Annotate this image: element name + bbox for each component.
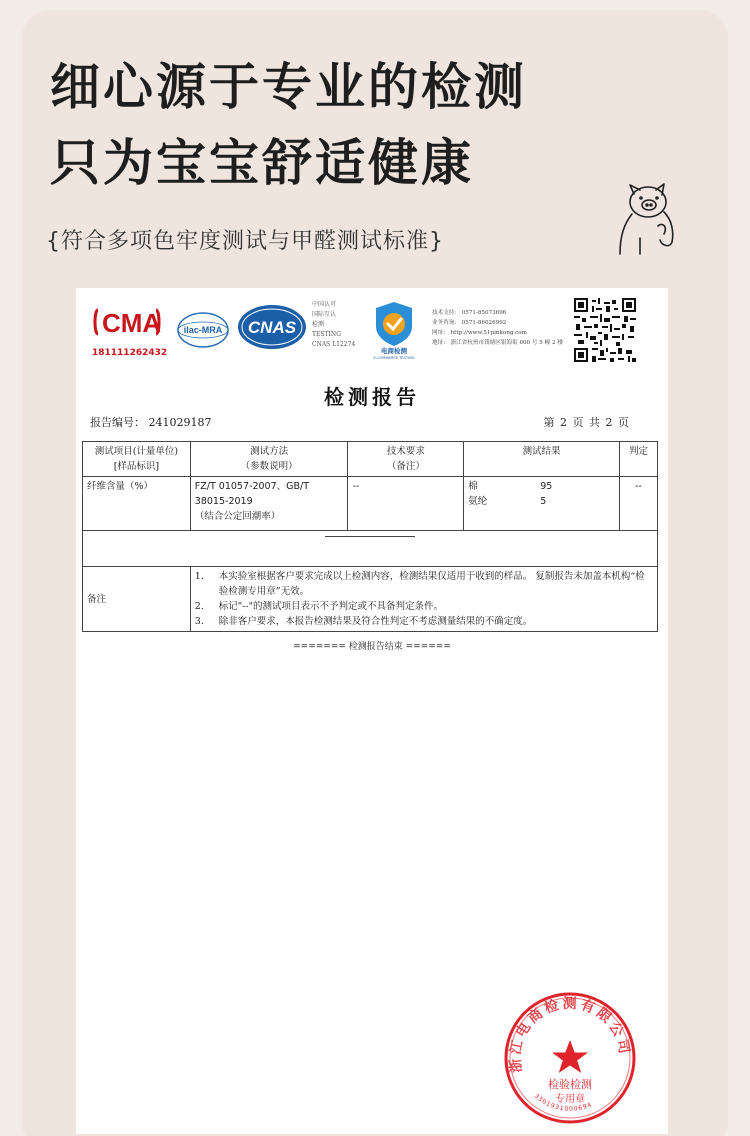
cma-label: CMA [102, 308, 162, 338]
cma-number: 181111262432 [92, 348, 168, 358]
note-number: 3. [194, 616, 204, 627]
contact-website: 网址： http://www.51pinkong.com [432, 330, 527, 336]
note-text: 本实验室根据客户要求完成以上检测内容，检测结果仅适用于收到的样品。 复制报告未加盖本机构“检验检测专用章”无效。 [218, 571, 645, 597]
test-report-document [76, 288, 668, 1134]
contact-tech: 技术支持： 0571-85073696 [432, 310, 507, 316]
note-text: 标记"--"的测试项目表示不予判定或不具备判定条件。 [218, 601, 443, 612]
table-blank-row [83, 531, 658, 567]
stamp-number: 3301931000694 [532, 1092, 594, 1113]
qr-code-icon [574, 298, 636, 362]
table-header-row [83, 442, 658, 477]
result-name: 棉 [468, 481, 478, 492]
result-value: 5 [540, 496, 547, 507]
headline-line-2: 只为宝宝舒适健康 [50, 134, 474, 192]
report-number: 报告编号： 241029187 [90, 416, 212, 429]
stamp-center-text: 检验检测 [548, 1078, 592, 1091]
result-line [468, 494, 615, 509]
report-logo-bar [76, 288, 668, 376]
shield-label: 电商检测 [381, 347, 407, 355]
row-item: 纤维含量（%） [83, 477, 191, 531]
result-value: 95 [540, 481, 553, 492]
page-number: 第 2 页 共 2 页 [543, 416, 630, 429]
ecommerce-testing-shield-icon [366, 298, 422, 360]
result-name: 氨纶 [468, 496, 488, 507]
ilac-mra-logo-icon [176, 310, 230, 350]
stamp-bottom-text: 专用章 [555, 1094, 585, 1105]
ilac-label: ilac-MRA [183, 325, 223, 335]
row-method [190, 477, 348, 531]
row-judgement: -- [620, 477, 658, 531]
blank-cell [83, 531, 658, 567]
header-result: 测试结果 [464, 442, 620, 477]
header-method-label: 测试方法 [250, 446, 289, 457]
note-item [195, 614, 653, 629]
notes-label: 备注 [83, 567, 191, 632]
headline-line-1: 细心源于专业的检测 [50, 58, 527, 116]
header-item-label: 测试项目(计量单位) [94, 446, 179, 457]
row-requirement: -- [348, 477, 464, 531]
report-title: 检测报告 [324, 385, 420, 409]
header-method [190, 442, 348, 477]
row-method-standard: FZ/T 01057-2007、GB/T 38015-2019 [194, 481, 310, 507]
header-item [83, 442, 191, 477]
official-seal-stamp-icon [500, 988, 640, 1128]
stamp-ring-text: 浙江电商检测有限公司 [507, 995, 633, 1074]
header-method-sub: （参数说明） [240, 461, 298, 472]
contact-info [432, 308, 582, 348]
row-method-note: （结合公定回潮率） [194, 511, 281, 522]
cma-logo-icon [92, 304, 162, 340]
pig-mascot-icon [612, 180, 682, 256]
result-line [468, 479, 615, 494]
report-end-marker: ======= 检测报告结束 ====== [293, 642, 451, 652]
cnas-accreditation-text: 中国认可 国际互认 检测 TESTING CNAS L12274 [312, 301, 356, 348]
header-requirement-label: 技术要求 [386, 446, 425, 457]
header-requirement-sub: （备注） [386, 461, 425, 472]
blank-divider [325, 536, 415, 537]
note-text: 除非客户要求，本报告检测结果及符合性判定不考虑测量结果的不确定度。 [218, 616, 533, 627]
cnas-label: CNAS [247, 318, 297, 337]
header-requirement [348, 442, 464, 477]
table-notes-row [83, 567, 658, 632]
note-item [195, 569, 653, 599]
report-table [82, 441, 658, 632]
note-number: 1. [194, 571, 204, 582]
table-row [83, 477, 658, 531]
header-item-sub: [样品标识] [113, 461, 160, 472]
note-item [195, 599, 653, 614]
notes-list [195, 569, 653, 629]
subtitle: {符合多项色牢度测试与甲醛测试标准} [46, 229, 444, 254]
note-number: 2. [194, 601, 204, 612]
notes-cell [190, 567, 657, 632]
shield-sub-label: E-COMMERCE TESTING [373, 356, 415, 360]
contact-business: 业务咨询： 0571-86026992 [432, 320, 507, 326]
header-judgement: 判定 [620, 442, 658, 477]
cnas-logo-icon [236, 302, 308, 352]
contact-address: 地址： 浙江省杭州市钱塘区银海街 600 号 5 幢 2 楼 [432, 340, 563, 346]
row-results [464, 477, 620, 531]
